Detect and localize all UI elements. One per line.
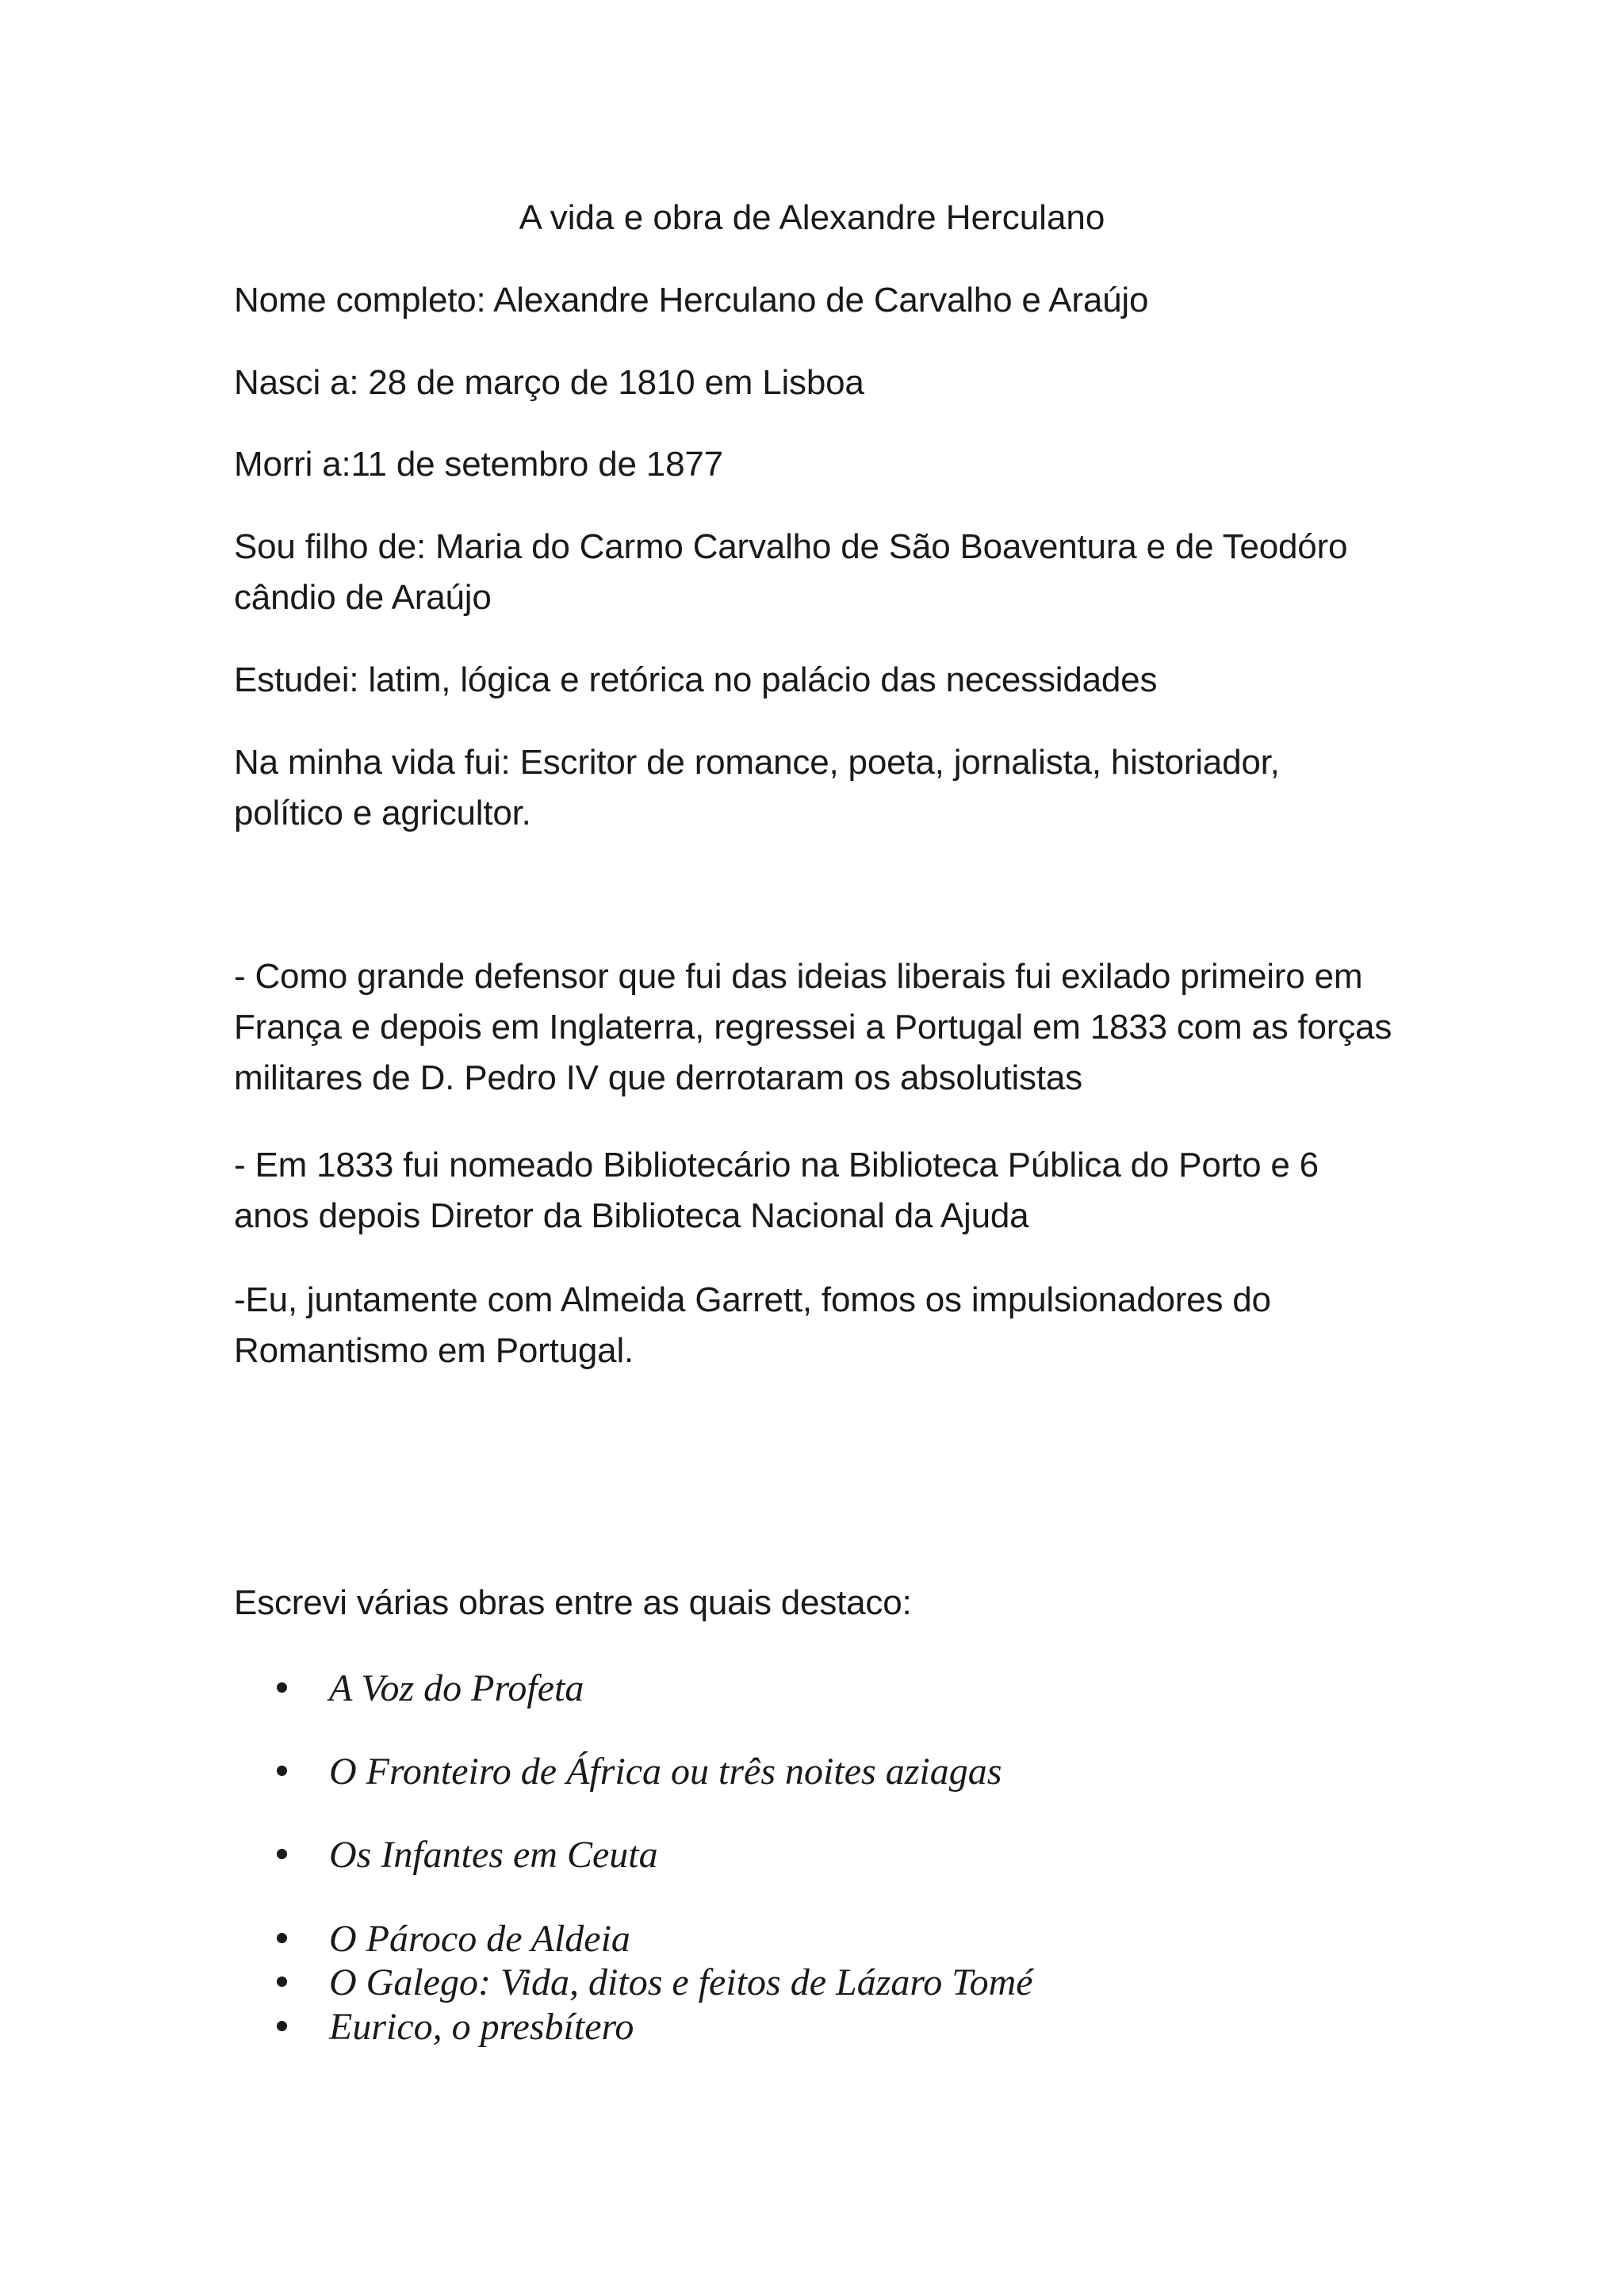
fact-death: Morri a:11 de setembro de 1877 (234, 445, 723, 484)
bullet-icon (277, 1933, 287, 1943)
work-title: Eurico, o presbítero (329, 2006, 634, 2048)
fact-career: Na minha vida fui: Escritor de romance, poeta, jornalista, historiador, político e agricultor. (234, 743, 1280, 832)
fact-studies: Estudei: latim, lógica e retórica no palácio das necessidades (234, 660, 1158, 699)
work-title: Os Infantes em Ceuta (329, 1834, 658, 1876)
work-title: A Voz do Profeta (329, 1667, 584, 1709)
paragraph-exile: - Como grande defensor que fui das ideias liberais fui exilado primeiro em França e depois em Inglaterra, regressei a Portugal em 1833 com as forças militares de D. Pedro IV que derrotaram os absolutistas (234, 957, 1392, 1097)
bullet-icon (277, 1682, 287, 1693)
fact-birth: Nasci a: 28 de março de 1810 em Lisboa (234, 363, 864, 402)
bullet-icon (277, 2021, 287, 2031)
work-title: O Pároco de Aldeia (329, 1918, 630, 1960)
bullet-icon (277, 1976, 287, 1987)
paragraph-romanticism: -Eu, juntamente com Almeida Garrett, fomos os impulsionadores do Romantismo em Portugal. (234, 1280, 1271, 1370)
work-title: O Galego: Vida, ditos e feitos de Lázaro Tomé (329, 1961, 1033, 2003)
work-title: O Fronteiro de África ou três noites aziagas (329, 1751, 1002, 1793)
fact-parents: Sou filho de: Maria do Carmo Carvalho de São Boaventura e de Teodóro cândio de Araújo (234, 527, 1348, 617)
bullet-icon (277, 1849, 287, 1859)
works-intro: Escrevi várias obras entre as quais destaco: (234, 1583, 912, 1622)
document-title: A vida e obra de Alexandre Herculano (519, 198, 1105, 237)
fact-full-name: Nome completo: Alexandre Herculano de Carvalho e Araújo (234, 281, 1149, 320)
paragraph-librarian: - Em 1833 fui nomeado Bibliotecário na Biblioteca Pública do Porto e 6 anos depois Diretor da Biblioteca Nacional da Ajuda (234, 1146, 1319, 1235)
bullet-icon (277, 1766, 287, 1776)
